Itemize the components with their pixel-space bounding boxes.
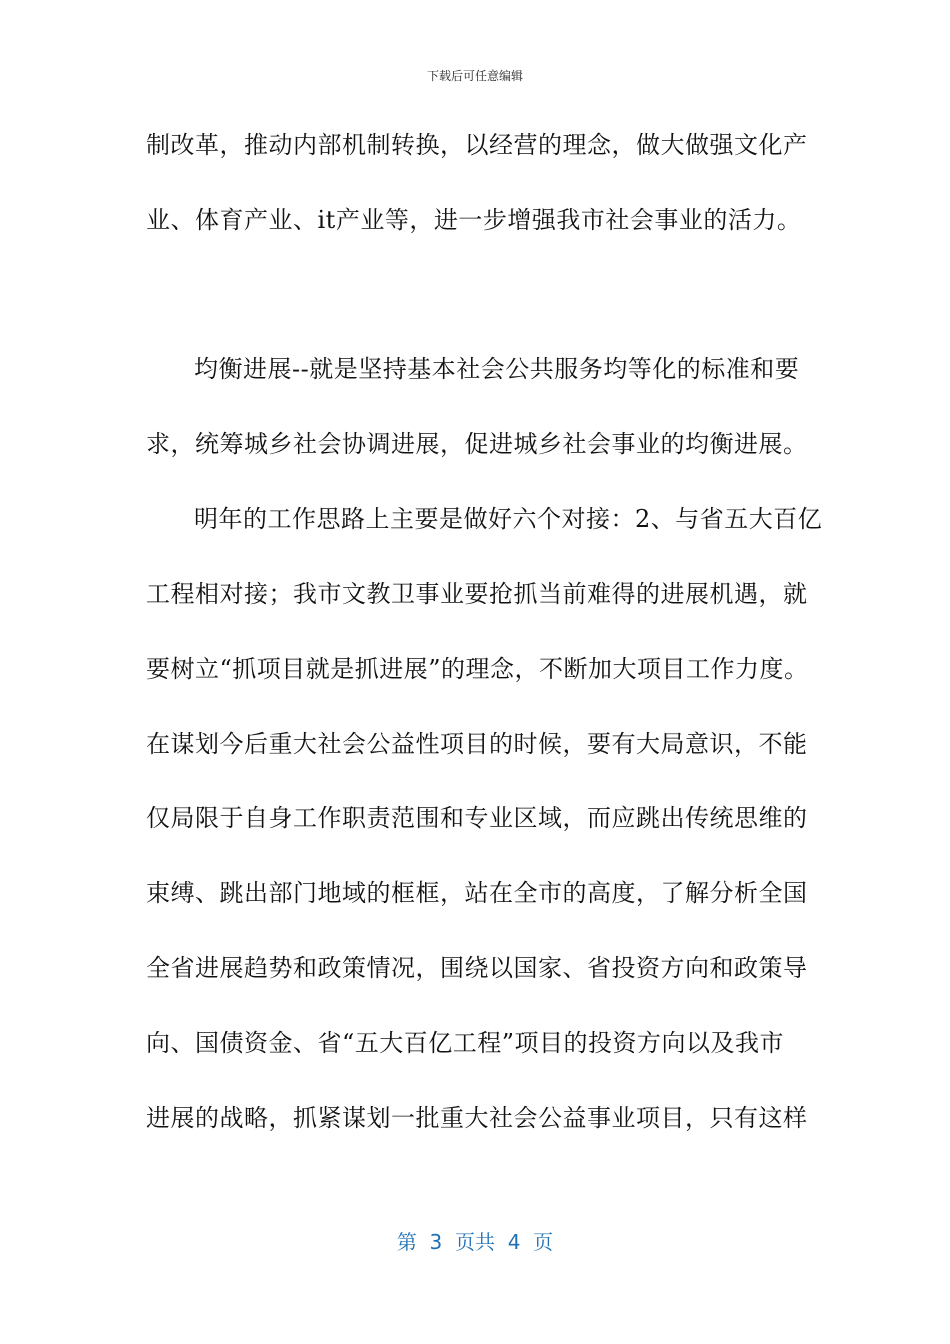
- text-line: 全省进展趋势和政策情况，围绕以国家、省投资方向和政策导: [146, 954, 808, 982]
- text-line: 要树立“抓项目就是抓进展”的理念，不断加大项目工作力度。: [146, 655, 809, 683]
- paragraph-start-line: 均衡进展--就是坚持基本社会公共服务均等化的标准和要: [194, 355, 800, 383]
- page-number-footer: 第 3 页共 4 页: [396, 1230, 554, 1254]
- text-line: 求，统筹城乡社会协调进展，促进城乡社会事业的均衡进展。: [146, 430, 808, 458]
- header-note: 下载后可任意编辑: [426, 69, 523, 83]
- text-line: 向、国债资金、省“五大百亿工程”项目的投资方向以及我市: [146, 1029, 785, 1057]
- text-line: 工程相对接；我市文教卫事业要抢抓当前难得的进展机遇，就: [146, 580, 808, 608]
- paragraph-start-line: 明年的工作思路上主要是做好六个对接：2、与省五大百亿: [194, 505, 823, 533]
- text-line: 制改革，推动内部机制转换，以经营的理念，做大做强文化产: [146, 131, 808, 159]
- text-line: 进展的战略，抓紧谋划一批重大社会公益事业项目，只有这样: [146, 1104, 808, 1132]
- text-line: 业、体育产业、it产业等，进一步增强我市社会事业的活力。: [146, 206, 802, 234]
- text-line: 仅局限于自身工作职责范围和专业区域，而应跳出传统思维的: [146, 804, 808, 832]
- text-line: 在谋划今后重大社会公益性项目的时候，要有大局意识，不能: [146, 730, 808, 758]
- text-line: 束缚、跳出部门地域的框框，站在全市的高度，了解分析全国: [146, 879, 808, 907]
